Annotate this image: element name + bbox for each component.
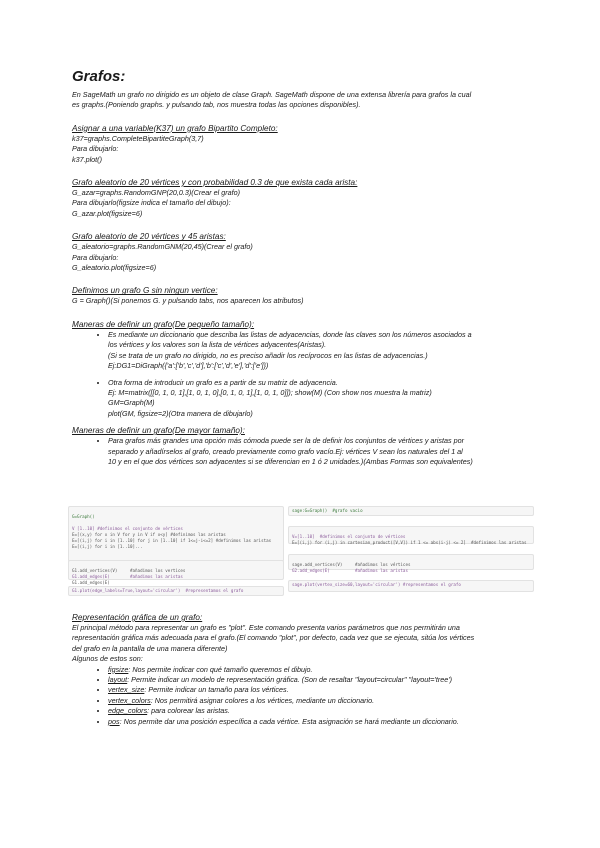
section-line: G_aleatorio=graphs.RandomGNM(20,45)(Crear el grafo) [72, 242, 253, 252]
section-heading: Maneras de definir un grafo(De pequeño tamaño): [72, 319, 255, 329]
list-item: • vertex_colors: Nos permitirá asignar colores a los vértices, mediante un diccionario. [108, 696, 534, 706]
section-k37 [72, 123, 534, 165]
plot-param-list [72, 665, 534, 727]
section-line: k37=graphs.CompleteBipartiteGraph(3,7) [72, 133, 204, 143]
section-line: Algunos de estos son: [72, 654, 143, 664]
intro-line: En SageMath un grafo no dirigido es un objeto de clase Graph. SageMath dispone de una extensa librería para grafos la cual [72, 90, 472, 99]
section-line: Para dibujarlo(figsize indica el tamaño del dibujo): [72, 198, 231, 208]
list-item: • figsize: Nos permite indicar con qué tamaño queremos el dibujo. [108, 665, 534, 675]
section-line: G = Graph()(Si ponemos G. y pulsando tabs, nos aparecen los atributos) [72, 296, 304, 306]
code-cell-right-top: sage:G=Graph() #grafo vacio [288, 506, 534, 516]
section-line: El principal método para representar un grafo es "plot". Este comando presenta varios parámetros que nos permitirán una [72, 623, 460, 632]
section-small-graphs [72, 319, 534, 419]
section-heading: Definimos un grafo G sin ningun vertice: [72, 286, 218, 296]
section-empty-graph [72, 285, 534, 306]
section-plot-representation [72, 612, 534, 727]
section-line: representación gráfica más adecuada para el grafo.(El comando "plot", por defecto, cada vez que se ejecuta, sitúa los vértices [72, 633, 475, 643]
section-line: Para dibujarlo: [72, 252, 119, 262]
list-item: • Es mediante un diccionario que describa las listas de adyacencias, donde las claves son los números asociados a los vértices y los valores son la lista de vértices adyacentes(Aristas). (Si se trata de un grafo no dirigido, no es preciso añadir los recíprocos en las listas de adyacencias.) Ej:DG1=DiGraph({'a':['b','c','d'],'b':['c','d','e'],'d':['e']}) [108, 330, 534, 372]
section-line: G_azar.plot(figsize=6) [72, 208, 143, 218]
page-title: Grafos: [72, 68, 126, 85]
code-cell-left-top: G=Graph() V [1..10] #definimos el conjunto de vértices E=[(x,y) for x in V for y in V if x<y] #definimos las aristas E=[(i,j) for i in [1..10] for j in [1..10] if 1<=j-i<=2] #definimos las aristas E=[(i,j) for i in [1..10]... [68, 506, 284, 562]
code-cell-right-low: sage.add_vertices(V) #añadimos los vértices G2.add_edges(E) #añadimos las aristas [288, 554, 534, 570]
document-body [72, 68, 534, 473]
intro-line: es graphs.(Poniendo graphs. y pulsando tab, nos muestra todas las opciones disponibles). [72, 100, 361, 110]
section-line: G_aleatorio.plot(figsize=6) [72, 263, 157, 273]
section-line: k37.plot() [72, 154, 102, 164]
section-line: G_azar=graphs.RandomGNP(20,0.3)(Crear el grafo) [72, 188, 240, 198]
list-item: • pos: Nos permite dar una posición específica a cada vértice. Esta asignación se hará mediante un diccionario. [108, 717, 534, 727]
code-cell-right-bottom: sage.plot(vertex_size=60,layout='circular') #representamos el grafo [288, 580, 534, 592]
list-item: • Otra forma de introducir un grafo es a partir de su matriz de adyacencia. Ej: M=matrix([[0, 1, 0, 1],[1, 0, 1, 0],[0, 1, 0, 1],[1, 0, 1, 0]]); show(M) (Con show nos muestra la matriz) GM=Graph(M) plot(GM, figsize=2)(Otra manera de dibujarlo) [108, 378, 534, 420]
code-cell-right-mid: V=[1..10] #definimos el conjunto de vértices E=[(i,j) for (i,j) in cartesian_product([V,V]) if 1 <= abs(i-j) <= 2] #definimos las aristas [288, 526, 534, 544]
section-gnp [72, 177, 534, 219]
section-heading: Maneras de definir un grafo(De mayor tamaño): [72, 426, 245, 436]
code-screenshots [68, 506, 534, 598]
list-item: • edge_colors: para colorear las aristas. [108, 706, 534, 716]
section-large-graphs [72, 425, 534, 467]
code-cell-left-mid: G1.add_vertices(V) #añadimos los vertices G1.add_edges(E) #añadimos las aristas G1.add_edges(E) [68, 560, 284, 580]
section-heading: Grafo aleatorio de 20 vértices y 45 aristas: [72, 232, 226, 242]
code-cell-left-bottom: G1.plot(edge_labels=True,layout='circular') #representamos el grafo [68, 586, 284, 596]
list-item: • vertex_size: Permite indicar un tamaño para los vértices. [108, 685, 534, 695]
section-line: del grafo en la pantalla de una manera diferente) [72, 643, 228, 653]
list-item: • layout: Permite indicar un modelo de representación gráfica. (Son de resaltar "layout=circular" "layout='tree') [108, 675, 534, 685]
section-line: Para dibujarlo: [72, 144, 119, 154]
section-heading: Representación gráfica de un grafo: [72, 613, 203, 622]
section-heading: Grafo aleatorio de 20 vértices y con probabilidad 0.3 de que exista cada arista: [72, 178, 358, 188]
section-gnm [72, 231, 534, 273]
list-item: • Para grafos más grandes una opción más cómoda puede ser la de definir los conjuntos de vértices y aristas por separado y añadírselos al grafo, creado previamente como grafo vacío.Ej: vértices V sean los naturales del 1 al 10 y en el que dos vértices son adyacentes si se diferencian en 1 ó 2 unidades.)(Ambas Formas son equivalentes) [108, 436, 534, 467]
section-heading: Asignar a una variable(K37) un grafo Bipartito Completo: [72, 123, 278, 133]
